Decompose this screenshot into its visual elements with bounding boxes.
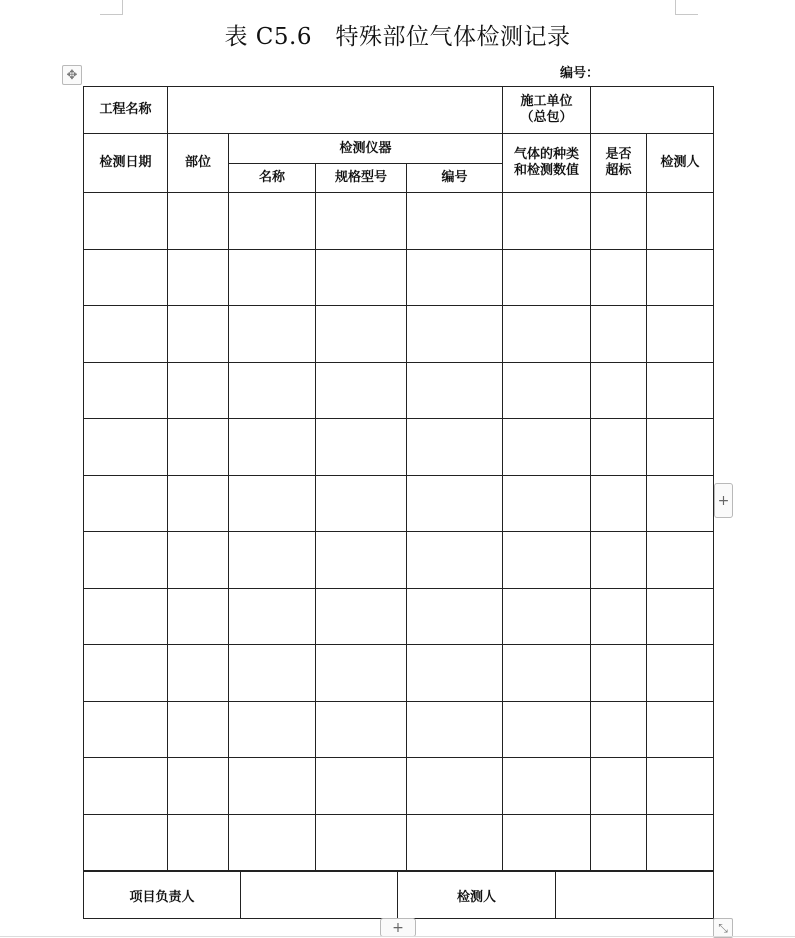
table-cell[interactable] [168,532,229,589]
table-cell[interactable] [503,193,591,250]
table-cell[interactable] [407,193,503,250]
table-row [84,306,714,363]
project-manager-label: 项目负责人 [84,872,241,919]
document-title: 表 C5.6 特殊部位气体检测记录 [224,24,571,50]
table-cell[interactable] [591,758,647,815]
table-cell[interactable] [591,475,647,532]
table-row [84,419,714,476]
signature-table [83,871,714,919]
table-cell[interactable] [84,419,168,476]
table-cell[interactable] [591,588,647,645]
add-row-button[interactable] [380,918,416,937]
table-cell[interactable] [503,362,591,419]
table-cell[interactable] [316,475,407,532]
table-cell[interactable] [407,701,503,758]
table-cell[interactable] [229,362,316,419]
table-cell[interactable] [503,758,591,815]
table-cell[interactable] [316,645,407,702]
table-cell[interactable] [647,645,714,702]
table-row [84,588,714,645]
table-cell[interactable] [168,306,229,363]
table-cell[interactable] [84,645,168,702]
table-cell[interactable] [229,532,316,589]
table-row [84,645,714,702]
table-cell[interactable] [168,193,229,250]
serial-number-label: 编号： [560,66,600,81]
table-cell[interactable] [647,249,714,306]
table-cell[interactable] [316,419,407,476]
table-cell[interactable] [168,814,229,871]
table-cell[interactable] [229,306,316,363]
table-cell[interactable] [647,306,714,363]
contractor-label [503,87,591,134]
table-cell[interactable] [591,701,647,758]
table-cell[interactable] [229,419,316,476]
table-cell[interactable] [647,419,714,476]
table-cell[interactable] [591,645,647,702]
table-cell[interactable] [316,701,407,758]
table-cell[interactable] [84,475,168,532]
table-cell[interactable] [503,645,591,702]
table-cell[interactable] [503,588,591,645]
table-cell[interactable] [503,249,591,306]
table-cell[interactable] [316,249,407,306]
contractor-label-sub: （总包） [520,110,573,125]
table-cell[interactable] [407,814,503,871]
table-cell[interactable] [407,419,503,476]
signature-row [84,872,714,919]
resize-icon: ⤡ [718,920,728,935]
table-cell[interactable] [503,814,591,871]
table-cell[interactable] [316,306,407,363]
header-location: 部位 [168,134,229,193]
table-row [84,814,714,871]
table-cell[interactable] [647,588,714,645]
contractor-cell[interactable] [591,87,714,134]
table-cell[interactable] [229,701,316,758]
table-cell[interactable] [591,249,647,306]
table-cell[interactable] [503,419,591,476]
table-cell[interactable] [168,701,229,758]
project-manager-cell[interactable] [241,872,398,919]
header-instrument-model: 规格型号 [316,164,407,193]
table-cell[interactable] [84,758,168,815]
table-cell[interactable] [84,588,168,645]
contractor-label-main: 施工单位 [520,94,573,109]
table-cell[interactable] [316,362,407,419]
table-cell[interactable] [591,419,647,476]
table-cell[interactable] [407,249,503,306]
header-exceed [591,134,647,193]
table-cell[interactable] [591,814,647,871]
table-cell[interactable] [229,758,316,815]
table-cell[interactable] [647,475,714,532]
table-cell[interactable] [316,814,407,871]
table-cell[interactable] [168,362,229,419]
data-rows [84,193,714,871]
table-cell[interactable] [647,532,714,589]
header-gas-line2: 和检测数值 [513,163,579,178]
table-resize-handle[interactable] [713,918,733,938]
table-cell[interactable] [229,249,316,306]
page-bottom-divider [0,936,795,937]
header-instrument: 检测仪器 [229,134,503,164]
footer-inspector-label: 检测人 [398,872,556,919]
table-cell[interactable] [84,814,168,871]
table-cell[interactable] [503,475,591,532]
table-cell[interactable] [407,645,503,702]
plus-icon: + [717,492,730,509]
table-cell[interactable] [647,362,714,419]
table-row [84,532,714,589]
add-column-button[interactable] [714,483,733,518]
table-cell[interactable] [168,588,229,645]
move-icon: ✥ [66,67,78,83]
table-cell[interactable] [591,362,647,419]
project-name-cell[interactable] [168,87,503,134]
table-cell[interactable] [647,814,714,871]
table-cell[interactable] [168,475,229,532]
table-cell[interactable] [407,306,503,363]
table-cell[interactable] [316,588,407,645]
header-instrument-name: 名称 [229,164,316,193]
page-corner-mark-right [675,0,698,15]
table-cell[interactable] [591,306,647,363]
table-cell[interactable] [84,249,168,306]
plus-icon: + [392,919,404,936]
table-cell[interactable] [591,193,647,250]
header-exceed-line2: 超标 [605,163,632,178]
table-cell[interactable] [647,758,714,815]
table-row [84,701,714,758]
table-cell[interactable] [168,249,229,306]
inspection-table [83,86,714,871]
page-corner-mark-left [100,0,123,15]
project-name-label: 工程名称 [84,87,168,134]
table-cell[interactable] [647,193,714,250]
header-row-1 [84,134,714,164]
table-cell[interactable] [84,362,168,419]
table-row [84,362,714,419]
header-date: 检测日期 [84,134,168,193]
table-cell[interactable] [84,701,168,758]
table-cell[interactable] [84,532,168,589]
table-cell[interactable] [316,758,407,815]
header-inspector: 检测人 [647,134,714,193]
project-row [84,87,714,134]
table-cell[interactable] [229,193,316,250]
table-cell[interactable] [647,701,714,758]
header-gas-type-value [503,134,591,193]
table-cell[interactable] [407,362,503,419]
header-exceed-line1: 是否 [605,147,632,162]
table-cell[interactable] [591,532,647,589]
table-cell[interactable] [229,588,316,645]
table-cell[interactable] [84,193,168,250]
table-row [84,475,714,532]
table-cell[interactable] [316,193,407,250]
table-cell[interactable] [168,419,229,476]
header-instrument-number: 编号 [407,164,503,193]
table-cell[interactable] [407,475,503,532]
table-move-handle[interactable] [62,65,82,85]
table-cell[interactable] [229,814,316,871]
table-row [84,193,714,250]
table-cell[interactable] [407,758,503,815]
table-cell[interactable] [229,475,316,532]
table-cell[interactable] [503,701,591,758]
header-gas-line1: 气体的种类 [513,147,579,162]
table-cell[interactable] [168,645,229,702]
table-cell[interactable] [316,532,407,589]
table-cell[interactable] [407,532,503,589]
table-cell[interactable] [84,306,168,363]
table-cell[interactable] [503,306,591,363]
table-row [84,758,714,815]
table-row [84,249,714,306]
table-cell[interactable] [229,645,316,702]
table-cell[interactable] [503,532,591,589]
footer-inspector-cell[interactable] [556,872,714,919]
table-cell[interactable] [407,588,503,645]
table-cell[interactable] [168,758,229,815]
